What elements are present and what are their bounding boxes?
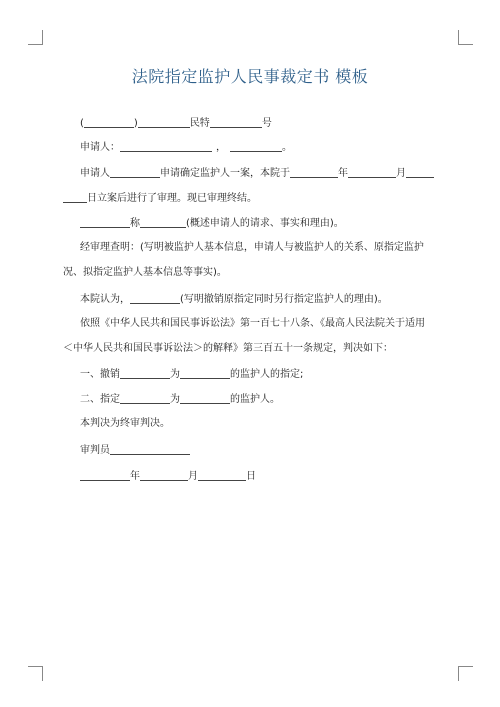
final-ruling: 本判决为终审判决。	[80, 418, 170, 429]
blank	[84, 116, 134, 128]
para1-b: 申请确定监护人一案，本院于	[160, 168, 290, 179]
ruling-item-2	[80, 392, 280, 407]
para5-line1: 依照《中华人民共和国民事诉讼法》第一百七十八条、《最高人民法院关于适用	[80, 318, 425, 329]
applicant-end: 。	[282, 142, 292, 153]
para2-b: (概述申请人的请求、事实和理由)。	[186, 218, 344, 229]
item2-a: 二、指定	[80, 394, 120, 405]
blank	[406, 166, 434, 178]
para2-a: 称	[130, 218, 140, 229]
blank	[120, 140, 212, 152]
blank	[180, 392, 230, 404]
applicant-sep: ，	[216, 142, 226, 153]
blank	[290, 166, 338, 178]
corner-mark-top-left	[28, 30, 43, 45]
date-year: 年	[130, 471, 140, 482]
blank	[348, 166, 396, 178]
item2-b: 为	[170, 394, 180, 405]
para3-line2: 况、拟指定监护人基本信息等事实)。	[63, 267, 227, 278]
para1-e: 日立案后进行了审理。现已审理终结。	[87, 193, 257, 204]
para4-b: (写明撤销原指定同时另行指定监护人的理由)。	[180, 294, 388, 305]
blank	[120, 392, 170, 404]
date-month: 月	[188, 471, 198, 482]
item1-c: 的监护人的指定;	[230, 369, 304, 380]
item2-c: 的监护人。	[230, 394, 280, 405]
para5-line2: ＜中华人民共和国民事诉讼法＞的解释》第三百五十一条规定，判决如下：	[63, 343, 393, 354]
case-end: 号	[261, 118, 272, 129]
item1-a: 一、撤销	[80, 369, 120, 380]
applicant-line	[80, 140, 292, 155]
date-day: 日	[246, 471, 256, 482]
blank	[80, 469, 130, 481]
blank	[110, 443, 190, 455]
blank	[130, 292, 180, 304]
para1-c: 年	[338, 168, 348, 179]
case-mid: 民特	[189, 118, 210, 129]
blank	[198, 469, 246, 481]
blank	[80, 216, 130, 228]
judge-label: 审判员	[80, 445, 110, 456]
para4-a: 本院认为，	[80, 294, 130, 305]
para1-line2	[63, 191, 257, 206]
para1-d: 月	[396, 168, 406, 179]
case-number-line	[80, 116, 272, 131]
para1-a: 申请人	[80, 168, 110, 179]
blank	[138, 116, 190, 128]
document-title: 法院指定监护人民事裁定书 模板	[131, 67, 369, 86]
para4-line	[80, 292, 388, 307]
blank	[230, 140, 282, 152]
blank	[63, 191, 87, 203]
case-open: (	[80, 118, 84, 129]
corner-mark-bottom-right	[458, 666, 473, 681]
blank	[140, 469, 188, 481]
blank	[110, 166, 160, 178]
corner-mark-bottom-left	[28, 666, 43, 681]
item1-b: 为	[170, 369, 180, 380]
para3-line1: 经审理查明：(写明被监护人基本信息，申请人与被监护人的关系、原指定监护	[80, 242, 424, 253]
ruling-item-1	[80, 367, 303, 382]
para2-line	[80, 216, 344, 231]
blank	[120, 367, 170, 379]
blank	[210, 116, 262, 128]
blank	[180, 367, 230, 379]
case-close: )	[133, 118, 138, 129]
judge-line	[80, 443, 190, 458]
applicant-label: 申请人：	[80, 142, 120, 153]
date-line	[80, 469, 256, 484]
para1-line1	[80, 166, 434, 181]
blank	[140, 216, 186, 228]
corner-mark-top-right	[458, 30, 473, 45]
